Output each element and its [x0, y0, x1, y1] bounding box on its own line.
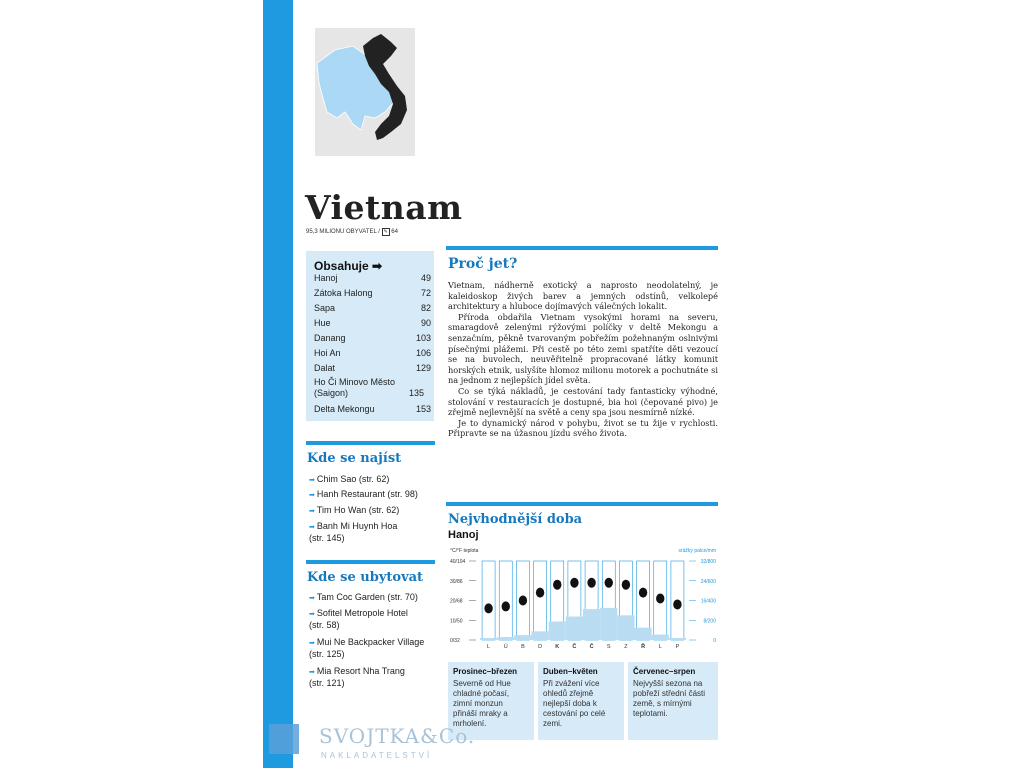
publisher-logo: [263, 718, 476, 768]
page-edge-stripe: [263, 0, 293, 768]
season-box: [628, 662, 718, 740]
month-column: [534, 561, 547, 640]
why-heading: Proč jet?: [448, 256, 518, 272]
month-label: Č: [589, 644, 594, 650]
sleep-item[interactable]: ➡ Mui Ne Backpacker Village (str. 125): [309, 637, 425, 659]
right-tick-label: 32/800: [700, 559, 716, 565]
temperature-dot: [570, 578, 578, 588]
month-label: Ú: [503, 644, 508, 650]
page-title: Vietnam: [305, 188, 463, 227]
season-title: Červenec–srpen: [633, 667, 696, 676]
page-ref: 64: [391, 229, 398, 235]
why-paragraph: Je to dynamický národ v pohybu, život se tu žije v rychlosti. Připravte se na úžasnou jízdu svého života.: [448, 417, 718, 439]
temperature-dot: [484, 603, 492, 613]
precipitation-bar: [583, 609, 600, 640]
toc-item[interactable]: Zátoka Halong 72: [314, 288, 431, 298]
sleep-heading: Kde se ubytovat: [307, 570, 424, 585]
toc-item[interactable]: Delta Mekongu 153: [314, 404, 431, 414]
temperature-dot: [622, 580, 630, 590]
left-tick-label: 0/32: [450, 638, 460, 644]
toc-item[interactable]: Sapa 82: [314, 303, 431, 313]
toc-item[interactable]: Hanoj 49: [314, 273, 431, 283]
left-tick-label: 40/104: [450, 559, 466, 565]
why-paragraph: Příroda obdařila Vietnam vysokými horami na severu, smaragdově zelenými rýžovými políčky v deltě Mekongu a senzačním, pěkně tvarovaným pobřežím požehnaným oslnivými písečnými plážemi. Při cestě po této zemi spatříte děti vezoucí se na buvolech, neuvěřitelně propracované látky komunit horských etnik, uslyšíte hlomoz milionu motorek a pochutnáte si na jednom z nejlepších jídel světa.: [448, 311, 718, 386]
logo-mark-icon: [269, 724, 299, 754]
month-label: Z: [624, 644, 628, 650]
temperature-dot: [587, 578, 595, 588]
why-divider: [446, 246, 718, 250]
precipitation-bar: [617, 615, 634, 640]
precipitation-bar: [514, 635, 531, 640]
month-label: K: [555, 644, 560, 650]
month-label: L: [487, 644, 491, 650]
temperature-dot: [502, 601, 510, 611]
precipitation-bar: [669, 638, 686, 640]
toc-item[interactable]: Ho Či Minovo Město (Saigon) 135: [314, 377, 424, 398]
best-time-divider: [446, 502, 718, 506]
month-column: [482, 561, 495, 640]
month-label: Č: [572, 644, 577, 650]
month-label: B: [521, 644, 525, 650]
left-tick-label: 30/86: [450, 578, 463, 585]
temperature-dot: [605, 578, 613, 588]
season-title: Prosinec–březen: [453, 667, 518, 676]
month-column: [499, 561, 512, 640]
left-tick-label: 10/50: [450, 618, 463, 625]
right-axis-label: srážky palce/mm: [678, 548, 716, 554]
contents-box: [306, 251, 434, 421]
eat-heading: Kde se najíst: [307, 451, 402, 466]
precipitation-bar: [480, 638, 497, 640]
toc-item[interactable]: Hoi An 106: [314, 348, 431, 358]
contents-heading: Obsahuje ➡: [314, 259, 383, 273]
precipitation-bar: [497, 637, 514, 640]
left-tick-label: 20/68: [450, 598, 463, 605]
eat-item[interactable]: ➡ Chim Sao (str. 62): [309, 474, 390, 484]
temperature-dot: [519, 596, 527, 606]
best-time-heading: Nejvhodnější doba: [448, 512, 583, 527]
precipitation-bar: [600, 608, 617, 640]
arrow-right-icon: ➡: [309, 524, 315, 531]
season-text: Severně od Hue chladné počasí, zimní monzun přináší mraky a mrholení.: [453, 679, 511, 728]
arrow-right-icon: ➡: [309, 477, 315, 484]
eat-item[interactable]: ➡ Tim Ho Wan (str. 62): [309, 505, 400, 515]
right-tick-label: 24/600: [700, 578, 716, 585]
temperature-dot: [656, 594, 664, 604]
population-line: 95,3 MILIONU OBYVATEL / ✎ 64: [306, 229, 398, 235]
toc-item[interactable]: Dalat 129: [314, 363, 431, 373]
toc-item[interactable]: Danang 103: [314, 333, 431, 343]
season-text: Při zvážení více ohledů zřejmě nejlepší doba k cestování po celé zemi.: [543, 679, 606, 728]
why-body: [448, 280, 718, 439]
chart-city: Hanoj: [448, 529, 479, 541]
precipitation-bar: [635, 628, 652, 640]
why-paragraph: Vietnam, nádherně exotický a naprosto neodolatelný, je kaleidoskop živých barev a jemných odstínů, velkolepé architektury a hluboce dojímavých válečných lokalit.: [448, 280, 718, 312]
right-tick-label: 8/200: [703, 618, 716, 625]
precipitation-bar: [566, 617, 583, 640]
precipitation-bar: [549, 621, 566, 640]
arrow-right-icon: ➡: [309, 669, 315, 676]
right-tick-label: 16/400: [700, 598, 716, 605]
arrow-right-icon: ➡: [309, 611, 315, 618]
month-label: S: [606, 644, 611, 650]
eat-item[interactable]: ➡ Banh Mi Huynh Hoa (str. 145): [309, 521, 398, 543]
publisher-name: SVOJTKA&Co.: [319, 724, 476, 748]
arrow-right-icon: ➡: [372, 259, 383, 273]
precipitation-bar: [532, 631, 549, 640]
left-axis-label: °C/°F teplota: [450, 548, 479, 554]
precipitation-bar: [652, 635, 669, 640]
right-tick-label: 0: [713, 638, 716, 644]
temperature-dot: [536, 588, 544, 598]
temperature-dot: [553, 580, 561, 590]
month-label: Ř: [641, 644, 646, 650]
arrow-right-icon: ➡: [309, 640, 315, 647]
toc-item[interactable]: Hue 90: [314, 318, 431, 328]
arrow-right-icon: ➡: [309, 595, 315, 602]
sleep-item[interactable]: ➡ Sofitel Metropole Hotel (str. 58): [309, 608, 408, 630]
arrow-right-icon: ➡: [309, 492, 315, 499]
season-title: Duben–květen: [543, 667, 598, 676]
sleep-divider: [306, 560, 435, 564]
temperature-dot: [673, 599, 681, 609]
month-label: L: [658, 644, 662, 650]
month-label: D: [538, 644, 543, 650]
population-text: 95,3 MILIONU OBYVATEL: [306, 229, 377, 235]
temperature-dot: [639, 588, 647, 598]
sleep-item[interactable]: ➡ Mia Resort Nha Trang (str. 121): [309, 666, 405, 688]
edit-icon: ✎: [383, 229, 388, 235]
eat-item[interactable]: ➡ Hanh Restaurant (str. 98): [309, 489, 418, 499]
arrow-right-icon: ➡: [309, 508, 315, 515]
climate-chart: [448, 543, 718, 658]
locator-map: [315, 28, 415, 156]
why-paragraph: Co se týká nákladů, je cestování tady fantasticky výhodné, stolování v restauracích je dostupné, bia hoi (čepované pivo) je zřejmě nejlevnější na světě a ceny spa jsou nesmírně nízké.: [448, 385, 718, 418]
sleep-item[interactable]: ➡ Tam Coc Garden (str. 70): [309, 592, 418, 602]
eat-divider: [306, 441, 435, 445]
publisher-sub: NAKLADATELSTVÍ: [321, 751, 433, 760]
month-label: P: [675, 644, 680, 650]
season-text: Nejvyšší sezona na pobřeží střední části země, s mírnými teplotami.: [633, 679, 706, 718]
season-box: [538, 662, 624, 740]
